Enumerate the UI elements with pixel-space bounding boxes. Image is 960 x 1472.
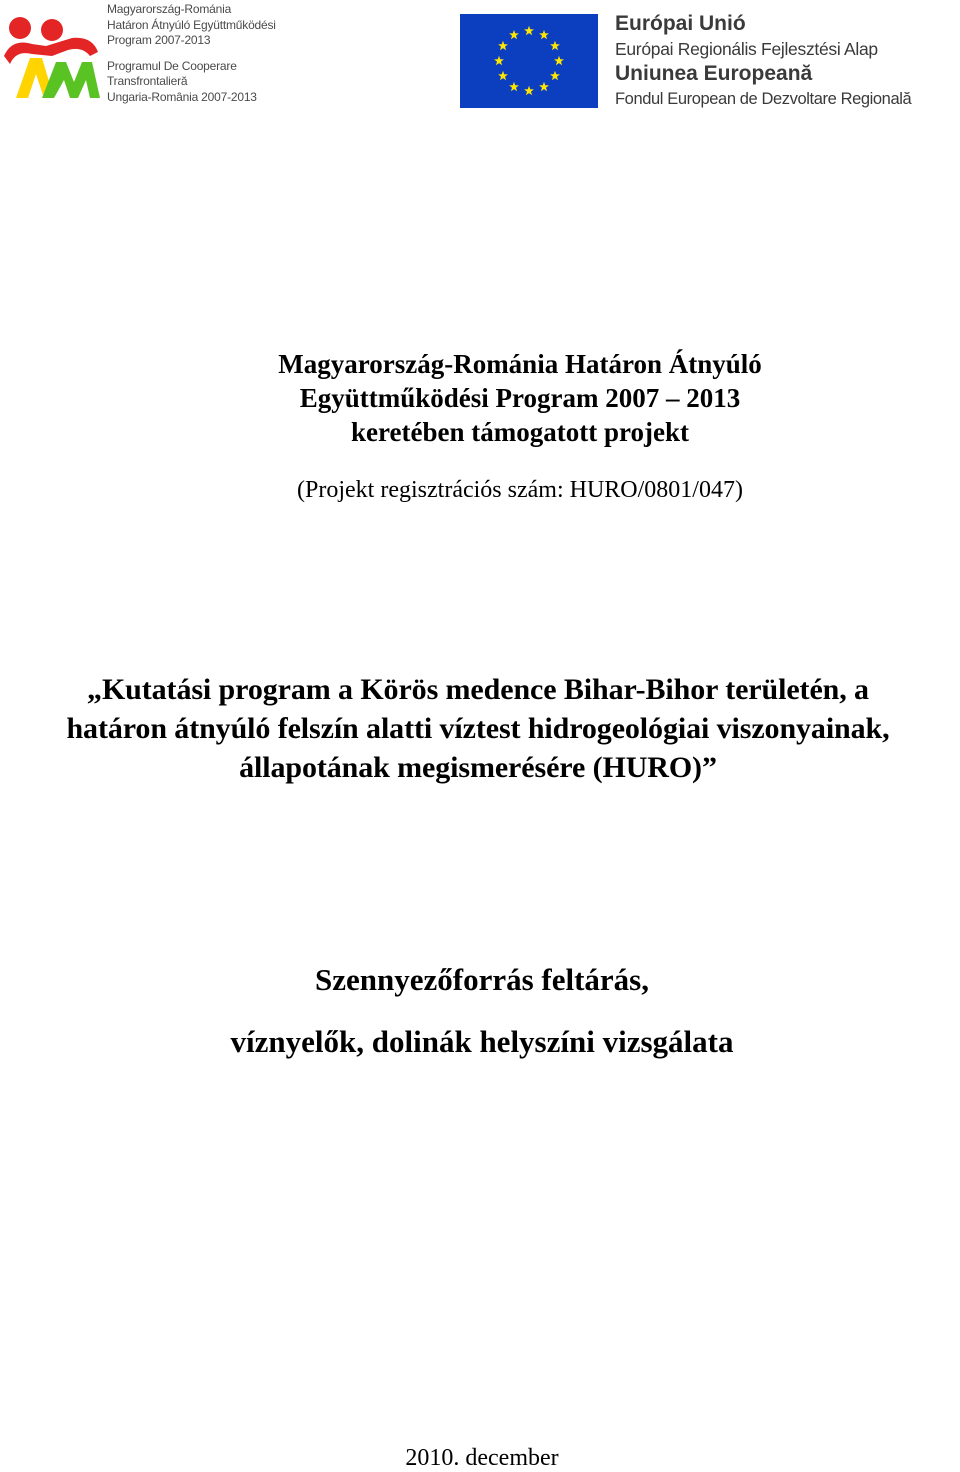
project-title-line: határon átnyúló felszín alatti víztest hidrogeológiai viszonyainak,	[66, 712, 890, 745]
program-logo-text	[107, 2, 307, 105]
project-title-line: „Kutatási program a Körös medence Bihar-Bihor területén, a	[87, 673, 869, 706]
eu-fund-text	[615, 10, 960, 110]
program-heading	[40, 347, 960, 449]
program-logo-line: Magyarország-Románia	[107, 2, 232, 16]
subtitle-line: víznyelők, dolinák helyszíni vizsgálata	[230, 1024, 734, 1059]
program-logo-line: Határon Átnyúló Együttműködési	[107, 17, 276, 32]
document-header	[0, 0, 960, 120]
program-logo-line: Programul De Cooperare	[107, 58, 237, 73]
registration-number: (Projekt regisztrációs szám: HURO/0801/047)	[297, 477, 743, 503]
eu-fund-ro: Fondul European de Dezvoltare Regională	[615, 90, 912, 108]
program-line: Magyarország-Románia Határon Átnyúló	[278, 349, 762, 379]
program-logo-line: Transfrontalieră	[107, 74, 188, 88]
program-line: Együttműködési Program 2007 – 2013	[299, 383, 741, 413]
program-logo-line: Program 2007-2013	[107, 33, 211, 47]
project-title-line: állapotának megismerésére (HURO)”	[239, 751, 717, 784]
report-subtitle	[2, 949, 960, 1073]
eu-union-hu: Európai Unió	[615, 12, 746, 35]
eu-fund-hu: Európai Regionális Fejlesztési Alap	[615, 39, 878, 59]
program-logo-icon	[2, 8, 102, 100]
subtitle-line: Szennyezőforrás feltárás,	[314, 962, 649, 997]
eu-flag-icon	[460, 14, 598, 108]
document-date: 2010. december	[405, 1445, 559, 1471]
program-line: keretében támogatott projekt	[351, 417, 689, 447]
program-logo-line: Ungaria-România 2007-2013	[107, 89, 257, 104]
project-title	[0, 670, 958, 787]
eu-union-ro: Uniunea Europeană	[615, 62, 813, 85]
